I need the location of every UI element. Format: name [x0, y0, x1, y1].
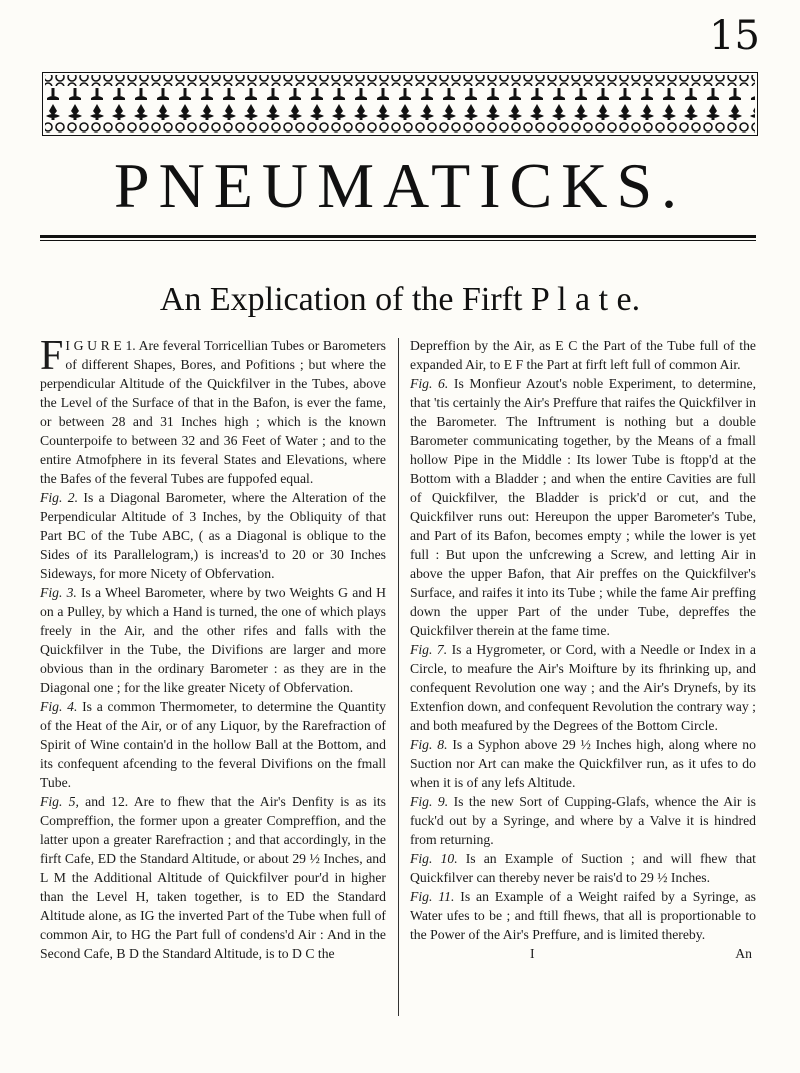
figure-label: Fig. 3. [40, 585, 77, 600]
figure-label: Fig. 10. [410, 851, 458, 866]
paragraph-text: I G U R E 1. Are feveral Torricellian Tubes or Barometers of different Shapes, Bores, and Pofitions ; but where the perpendicular Altitude of the Quickfilver in the Tubes, above the Level of the Surface of that in the Bafon, is ever the fame, or between 28 and 31 Inches high ; which is the known Counterpoife to between 32 and 36 Feet of Water ; and to the entire Atmofphere in its feveral States and Elevations, where the Bafes of the feveral Tubes are fuppofed equal. [40, 338, 386, 486]
paragraph-text: Is a common Thermometer, to determine the Quantity of the Heat of the Air, or of any Liquor, by the Rarefraction of Spirit of Wine contain'd in the hollow Ball at the Bottom, and its confequent afcending to the feveral Divifions on the fmall Tube. [40, 699, 386, 790]
paragraph-text: Is the new Sort of Cupping-Glafs, whence the Air is fuck'd out by a Syringe, and where by a Valve it is hindred from returning. [410, 794, 757, 847]
figure-label: Fig. 11. [410, 889, 455, 904]
right-column [410, 336, 756, 1056]
paragraph-text: Is an Example of a Weight raifed by a Syringe, as Water ufes to be ; and ftill fhews, that all is proportionable to the Power of the Air's Preffure, and is limited thereby. [410, 889, 756, 942]
paragraph [40, 792, 386, 963]
drop-cap: F [40, 333, 64, 379]
figure-label: Fig. 4. [40, 699, 78, 714]
paragraph [40, 583, 386, 697]
column-divider [398, 338, 399, 1016]
title-rule [40, 234, 756, 244]
paragraph [410, 887, 756, 944]
paragraph [40, 697, 386, 792]
paragraph [410, 849, 756, 887]
footer-marks [410, 944, 756, 963]
signature-mark: I [530, 946, 535, 961]
figure-label: Fig. 5, [40, 794, 79, 809]
paragraph [410, 374, 756, 640]
paragraph-text: Is Monfieur Azout's noble Experiment, to determine, that 'tis certainly the Air's Preffure that raifes the Quickfilver in the Barometer. The Inftrument is nothing but a double Barometer communicating together, by the Means of a fmall hollow Pipe in the Middle : Its lower Tube is ftopp'd at the Bottom with a Bladder ; and when the entire Cavities are full of Quickfilver, the Bladder is prick'd or cut, and the Quickfilver runs out: Hereupon the upper Barometer's Tube, and Part of its Bafon, becomes empty ; while the lower is yet full : But upon the unfcrewing a Screw, and letting Air in above the upper Bafon, that Air preffes on the Quickfilver's Surface, and raifes it into its Tube ; while the fame Air preffing down the upper Part of the under Tube, depreffes the Quickfilver therein at the fame time. [410, 376, 756, 638]
paragraph [410, 640, 756, 735]
catchword: An [735, 946, 752, 961]
page-title: PNEUMATICKS. [113, 150, 687, 221]
paragraph-text: and 12. Are to fhew that the Air's Denfity is as its Compreffion, the former upon a greater Compreffion, and the latter upon a greater Rarefraction ; and that accordingly, in the firft Cafe, ED the Standard Altitude, or about 29 ½ Inches, and L M the Additional Altitude of Quickfilver pour'd in higher than the Level H, taken together, is to ED the Standard Altitude alone, as IG the inverted Part of the Tube when full of common Air, to HG the Part full of condens'd Air : And in the Second Cafe, B D the Standard Altitude, is to D C the [40, 794, 386, 961]
paragraph-text: Is a Diagonal Barometer, where the Alteration of the Perpendicular Altitude of 3 Inches, by the Obliquity of that Part BC of the Tube ABC, ( as a Diagonal is oblique to the Sides of its Parallelogram,) is increas'd to 20 or 30 Inches Sideways, for more Nicety of Obfervation. [40, 490, 386, 581]
paragraph [40, 488, 386, 583]
figure-label: Fig. 9. [410, 794, 449, 809]
paragraph [410, 336, 756, 374]
page-number: 15 [709, 13, 760, 59]
paragraph [40, 333, 386, 488]
two-column-body [40, 333, 757, 1056]
paragraph-text: Is a Wheel Barometer, where by two Weights G and H on a Pulley, by which a Hand is turned, the one of which plays freely in the Air, and the other rifes and falls with the Quickfilver in the Tube, the Divifions are larger and more obvious than in the ordinary Barometer : as they are in the Diagonal one ; for the like greater Nicety of Obfervation. [40, 585, 386, 695]
paragraph-text: Depreffion by the Air, as E C the Part of the Tube full of the expanded Air, to E F the Part at firft left full of common Air. [410, 338, 756, 372]
paragraph-text: Is an Example of Suction ; and will fhew that Quickfilver can thereby never be rais'd to 29 ½ Inches. [410, 851, 756, 885]
figure-label: Fig. 7. [410, 642, 448, 657]
paragraph [410, 792, 756, 849]
paragraph-text: Is a Hygrometer, or Cord, with a Needle or Index in a Circle, to meafure the Air's Moifture by its fhrinking up, and confequent Revolution one way ; and the Air's Drynefs, by its Extenfion down, and confequent Revolution the contrary way ; and both meafured by the Degrees of the Bottom Circle. [410, 642, 756, 733]
printers-ornament-band [42, 72, 758, 136]
figure-label: Fig. 6. [410, 376, 449, 391]
left-column [40, 333, 386, 1056]
paragraph-text: Is a Syphon above 29 ½ Inches high, along where no Suction nor Art can make the Quickfilver run, as it ufes to do when it is of any lefs Altitude. [410, 737, 756, 790]
figure-label: Fig. 8. [410, 737, 448, 752]
paragraph [410, 735, 756, 792]
section-subtitle: An Explication of the Firft P l a t e. [159, 281, 641, 318]
figure-label: Fig. 2. [40, 490, 79, 505]
